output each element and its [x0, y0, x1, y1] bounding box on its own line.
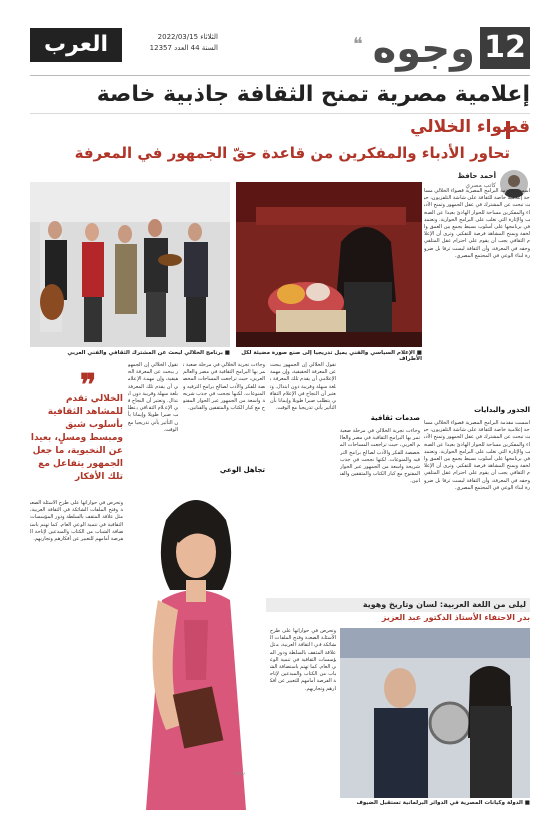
profile-name: قصواء الخلالي [410, 117, 530, 137]
portrait-illustration [126, 480, 266, 810]
issue-number: السنة 44 العدد 12357 [149, 44, 218, 52]
quote-ornament-icon: ❝ [353, 34, 363, 55]
column-1-text: أسست مقدمة البرامج المصرية قصواء الخلالي مساحة إعلامية خاصة للثقافة على شاشة التلفزيون، حيث تبحث عن المشترك في عقل الجمهور وتمنح الأدباء والمفكرين مساحة للحوار الهادئ بعيدا عن الصخب والإثارة التي تغلب على البرامج الحوارية. وتعتمد في برنامجها على أسلوب بسيط يجمع بين العمق والخفة ويمنح المشاهد فرصة للتفكير. وترى أن الإعلام الثقافي يجب أن يقوم على احترام عقل المتلقي وحقه في المعرفة، وأن الثقافة ليست ترفا بل ضرورة لبناء الوعي في المجتمع المصري. [424, 188, 530, 259]
pull-quote: الخلالي تقدم للمشاهد الثقافية بأسلوب شيق ومبسط ومسلٍ، بعيدا عن النخبوية، ما جعل الجمهور يتفاعل مع تلك الأفكار [30, 394, 123, 482]
issue-date: الثلاثاء 2022/03/15 [157, 33, 218, 41]
column-3b-text: تقول الخلالي إن الجمهور يبحث عن المعرفة الحقيقية، وإن مهمة الإعلامي أن يقدم تلك المعرفة بلغة سهلة وقريبة دون ابتذال. وتعتبر أن النجاح في الإعلام الثقافي يتطلب صبرا طويلا وإيمانا بأن التأثير يأتي تدريجيا مع الوقت. [270, 362, 336, 412]
column-4-text: وتحرص في حواراتها على طرح الأسئلة الصعبة وفتح الملفات الشائكة في الثقافة العربية، مثل علاقة المثقف بالسلطة ودور المؤسسات الثقافية في تنمية الوعي العام. كما تهتم باستضافة الشباب من الكتاب والمبدعين لإتاحة الفرصة أمامهم للتعبير عن أفكارهم وتجاربهم. [30, 500, 123, 543]
column-2b [340, 428, 420, 592]
section-head-2: صدمات ثقافية [370, 414, 420, 422]
section-title: وجوه [372, 26, 475, 72]
column-3b [270, 362, 336, 592]
masthead-divider [30, 75, 530, 76]
award-photo [340, 628, 530, 798]
article-subtitle: تحاور الأدباء والمفكرين من قاعدة حقّ الجمهور في المعرفة [74, 144, 510, 162]
headline: إعلامية مصرية تمنح الثقافة جاذبية خاصة [96, 82, 530, 107]
podium-photo-caption: ■ الإعلام السياسي والفني يميل تدريجيا إلى صنع صورة مضيئة لكل الأطراف [241, 350, 422, 362]
newspaper-logo: العرب [30, 28, 122, 62]
column-3-text: تقول الخلالي إن الجمهور يبحث عن المعرفة الحقيقية، وإن مهمة الإعلامي أن يقدم تلك المعرفة بلغة سهلة وقريبة دون ابتذال. وتعتبر أن النجاح في الإعلام الثقافي يتطلب صبرا طويلا وإيمانا بأن التأثير يأتي تدريجيا مع الوقت. [128, 362, 178, 433]
award-photo-caption: ■ الدولة وكيانات المصرية في الدوائر البرلمانية تستقبل الضيوف [356, 800, 530, 806]
author-name: أحمد حافظ [457, 172, 496, 180]
section-head-1: الجذور والبدايات [474, 406, 530, 414]
column-2 [183, 362, 265, 452]
ceremony-banner: ليلى من اللغة العربية: لسان وتاريخ وهوية [266, 598, 530, 612]
group-photo [30, 182, 230, 347]
headline-divider [30, 113, 530, 114]
column-4b-text: وتحرص في حواراتها على طرح الأسئلة الصعبة وفتح الملفات الشائكة في الثقافة العربية، مثل علاقة المثقف بالسلطة ودور المؤسسات الثقافية في تنمية الوعي العام. كما تهتم باستضافة الشباب من الكتاب والمبدعين لإتاحة الفرصة أمامهم للتعبير عن أفكارهم وتجاربهم. [270, 628, 336, 692]
group-photo-caption: ■ برنامج الخلالي لبحث عن المشترك الثقافي والفني العربي [67, 350, 230, 356]
section-head-3: تجاهل الوعي [219, 466, 265, 474]
column-2b-text: وجاءت تجربة الخلالي في مرحلة صعبة تمر بها البرامج الثقافية في مصر والعالم العربي، حيث تراجعت المساحات المخصصة للفكر والأدب لصالح برامج الترفيه والمنوعات. لكنها نجحت في جذب شريحة واسعة من الجمهور عبر الحوار المفتوح مع كبار الكتاب والمثقفين والفنانين. [340, 428, 420, 485]
ceremony-subtitle: بدر الاحتفاء الأستاذ الدكتور عبد العزيز [381, 613, 530, 622]
column-1b [424, 420, 530, 592]
author-role: كاتب مصري [465, 182, 496, 189]
portrait-credit: رسم [235, 770, 245, 776]
column-1 [424, 188, 530, 403]
column-1b-text: أسست مقدمة البرامج المصرية قصواء الخلالي مساحة إعلامية خاصة للثقافة على شاشة التلفزيون، حيث تبحث عن المشترك في عقل الجمهور وتمنح الأدباء والمفكرين مساحة للحوار الهادئ بعيدا عن الصخب والإثارة التي تغلب على البرامج الحوارية. وتعتمد في برنامجها على أسلوب بسيط يجمع بين العمق والخفة ويمنح المشاهد فرصة للتفكير. وترى أن الإعلام الثقافي يجب أن يقوم على احترام عقل المتلقي وحقه في المعرفة، وأن الثقافة ليست ترفا بل ضرورة لبناء الوعي في المجتمع المصري. [424, 420, 530, 491]
column-4b [270, 628, 336, 798]
column-4 [30, 500, 123, 805]
column-2-text: وجاءت تجربة الخلالي في مرحلة صعبة تمر بها البرامج الثقافية في مصر والعالم العربي، حيث تراجعت المساحات المخصصة للفكر والأدب لصالح برامج الترفيه والمنوعات. لكنها نجحت في جذب شريحة واسعة من الجمهور عبر الحوار المفتوح مع كبار الكتاب والمثقفين والفنانين. [183, 362, 265, 412]
page-number: 12 [480, 27, 530, 69]
podium-photo [236, 182, 422, 347]
quote-mark-icon: ❞ [80, 368, 97, 403]
